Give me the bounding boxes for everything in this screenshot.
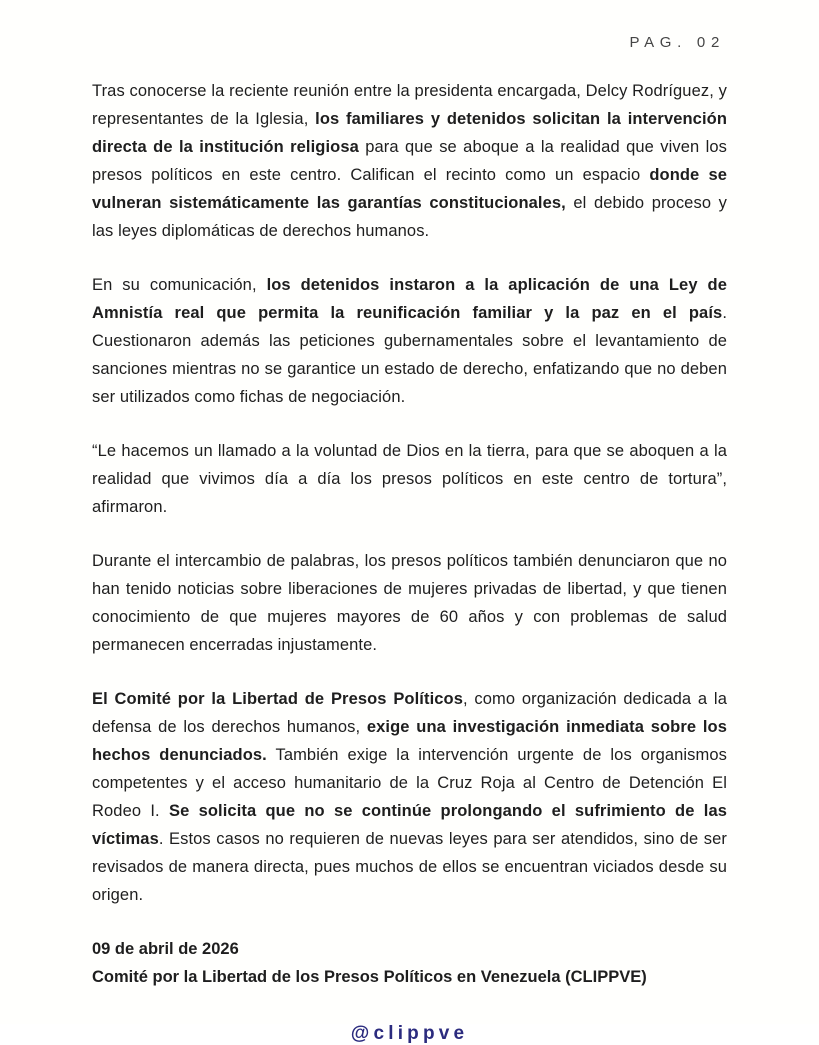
bold-text-run: los detenidos instaron a la aplicación de una Ley de Amnistía real que permita la reunificación familiar y la paz en el país [92, 276, 727, 322]
bold-text-run: los familiares y detenidos solicitan la intervención directa de la institución religiosa [92, 110, 727, 156]
social-handle: @clippve [350, 1023, 469, 1044]
text-run: . Estos casos no requieren de nuevas leyes para ser atendidos, sino de ser revisados de manera directa, pues muchos de ellos se encuentran viciados desde su origen. [92, 830, 727, 904]
text-run: , como organización dedicada a la defensa de los derechos humanos, [92, 690, 727, 736]
paragraph [92, 77, 727, 245]
text-run: para que se aboque a la realidad que viven los presos políticos en este centro. Califican el recinto como un espacio [92, 138, 728, 184]
text-run: . Cuestionaron además las peticiones gubernamentales sobre el levantamiento de sanciones mientras no se garantice un estado de derecho, enfatizando que no deben ser utilizados como fichas de negociación. [92, 304, 727, 406]
paragraph [92, 547, 727, 659]
text-run: el debido proceso y las leyes diplomáticas de derechos humanos. [92, 194, 727, 240]
page-number: PAG. 02 [629, 34, 725, 51]
bold-text-run: Se solicita que no se continúe prolongando el sufrimiento de las víctimas [92, 802, 727, 848]
text-run: “Le hacemos un llamado a la voluntad de Dios en la tierra, para que se aboquen a la realidad que vivimos día a día los presos políticos en este centro de tortura”, afirmaron. [92, 442, 727, 516]
paragraph [92, 437, 727, 521]
paragraph [92, 685, 727, 909]
bold-text-run: exige una investigación inmediata sobre los hechos denunciados. [92, 718, 727, 764]
bold-text-run: donde se vulneran sistemáticamente las garantías constitucionales, [92, 166, 727, 212]
page-footer [92, 1023, 727, 1045]
document-body [92, 77, 727, 909]
text-run: Tras conocerse la reciente reunión entre la presidenta encargada, Delcy Rodríguez, y representantes de la Iglesia, [92, 82, 727, 128]
signature-block [92, 935, 727, 991]
signature-date: 09 de abril de 2026 [92, 940, 239, 958]
text-run: También exige la intervención urgente de los organismos competentes y el acceso humanitario de la Cruz Roja al Centro de Detención El Rodeo I. [92, 746, 727, 820]
text-run: Durante el intercambio de palabras, los presos políticos también denunciaron que no han tenido noticias sobre liberaciones de mujeres privadas de libertad, y que tienen conocimiento de que mujeres mayores de 60 años y con problemas de salud permanecen encerradas injustamente. [92, 552, 727, 654]
signature-organization: Comité por la Libertad de los Presos Políticos en Venezuela (CLIPPVE) [92, 968, 647, 986]
paragraph [92, 271, 727, 411]
text-run: En su comunicación, [92, 276, 267, 294]
bold-text-run: El Comité por la Libertad de Presos Políticos [92, 690, 463, 708]
